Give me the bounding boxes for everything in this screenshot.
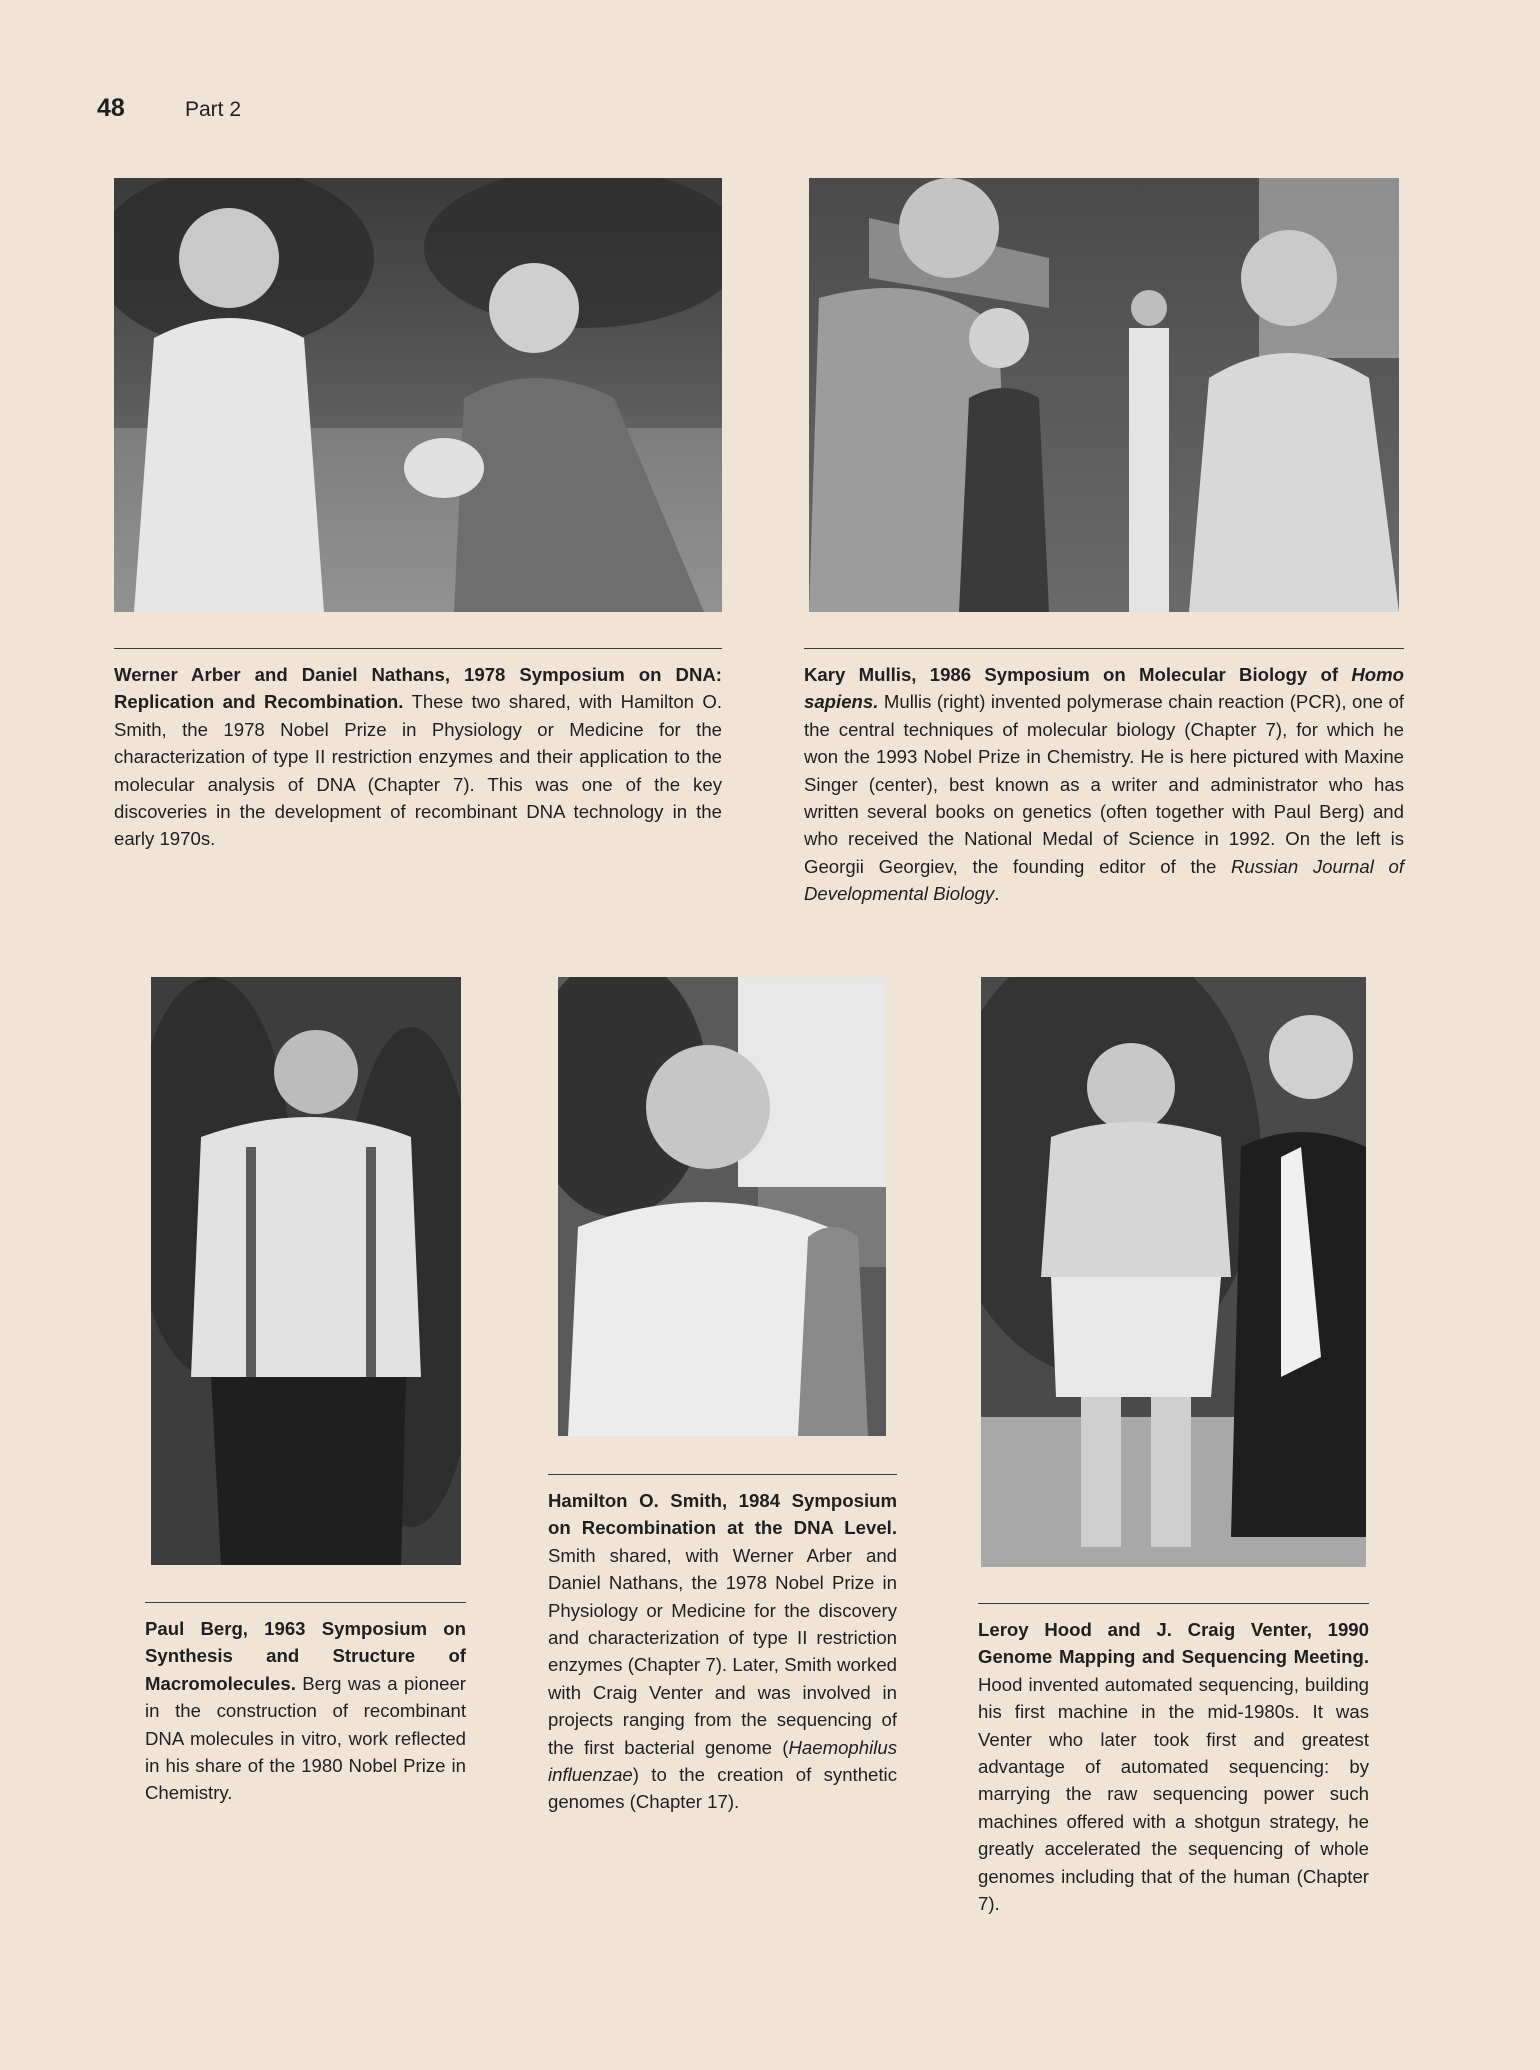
- caption-title: Hamilton O. Smith, 1984 Symposium on Recombination at the DNA Level.: [548, 1490, 897, 1539]
- photo-paul-berg: [151, 977, 461, 1565]
- photo-mullis-singer-georgiev: [809, 178, 1399, 612]
- photo-arber-nathans: [114, 178, 722, 612]
- caption-mullis: [804, 648, 1404, 908]
- caption-title: Kary Mullis, 1986 Symposium on Molecular Biology of: [804, 664, 1352, 685]
- photo-hamilton-smith: [558, 977, 886, 1436]
- section-label: Part 2: [185, 98, 242, 121]
- caption-title: Leroy Hood and J. Craig Venter, 1990 Genome Mapping and Sequencing Meeting.: [978, 1619, 1369, 1668]
- photo-hood-venter: [981, 977, 1366, 1567]
- caption-body: These two shared, with Hamilton O. Smith, the 1978 Nobel Prize in Physiology or Medicine for the characterization of type II restriction enzymes and their application to the molecular analysis of DNA (Chapter 7). This was one of the key discoveries in the development of recombinant DNA technology in the early 1970s.: [114, 691, 722, 850]
- caption-body-end: ) to the creation of synthetic genomes (Chapter 17).: [548, 1764, 897, 1813]
- caption-body-end: .: [994, 883, 1000, 905]
- caption-arber-nathans: [114, 648, 722, 853]
- caption-title-italic: Homo sapiens.: [804, 664, 1404, 713]
- caption-body: Hood invented automated sequencing, building his first machine in the mid-1980s. It was Venter who later took first and greatest advantage of automated sequencing: by marrying the raw sequencing power such machines offered with a shotgun strategy, he greatly accelerated the sequencing of whole genomes including that of the human (Chapter 7).: [978, 1673, 1369, 1915]
- caption-body-italic: Russian Journal of Developmental Biology: [804, 855, 1405, 905]
- caption-title: Werner Arber and Daniel Nathans, 1978 Symposium on DNA: Replication and Recombination.: [114, 664, 722, 713]
- caption-body: Berg was a pioneer in the construction of recombinant DNA molecules in vitro, work reflected in his share of the 1980 Nobel Prize in Chemistry.: [145, 1672, 466, 1804]
- caption-body: Smith shared, with Werner Arber and Daniel Nathans, the 1978 Nobel Prize in Physiology or Medicine for the discovery and characterization of type II restriction enzymes (Chapter 7). Later, Smith worked with Craig Venter and was involved in projects ranging from the sequencing of the first bacterial genome (: [548, 1544, 897, 1758]
- caption-paul-berg: [145, 1602, 466, 1807]
- caption-hood-venter: [978, 1603, 1369, 1917]
- caption-title: Paul Berg, 1963 Symposium on Synthesis and Structure of Macromolecules.: [145, 1618, 466, 1694]
- caption-hamilton-smith: [548, 1474, 897, 1816]
- running-header: [97, 94, 241, 123]
- caption-body-italic: Haemophilus influenzae: [548, 1736, 897, 1786]
- caption-body: Mullis (right) invented polymerase chain reaction (PCR), one of the central techniques of molecular biology (Chapter 7), for which he won the 1993 Nobel Prize in Chemistry. He is here pictured with Maxine Singer (center), best known as a writer and administrator who has written several books on genetics (often together with Paul Berg) and who received the National Medal of Science in 1992. On the left is Georgii Georgiev, the founding editor of the: [804, 691, 1404, 877]
- page-number: 48: [97, 94, 125, 122]
